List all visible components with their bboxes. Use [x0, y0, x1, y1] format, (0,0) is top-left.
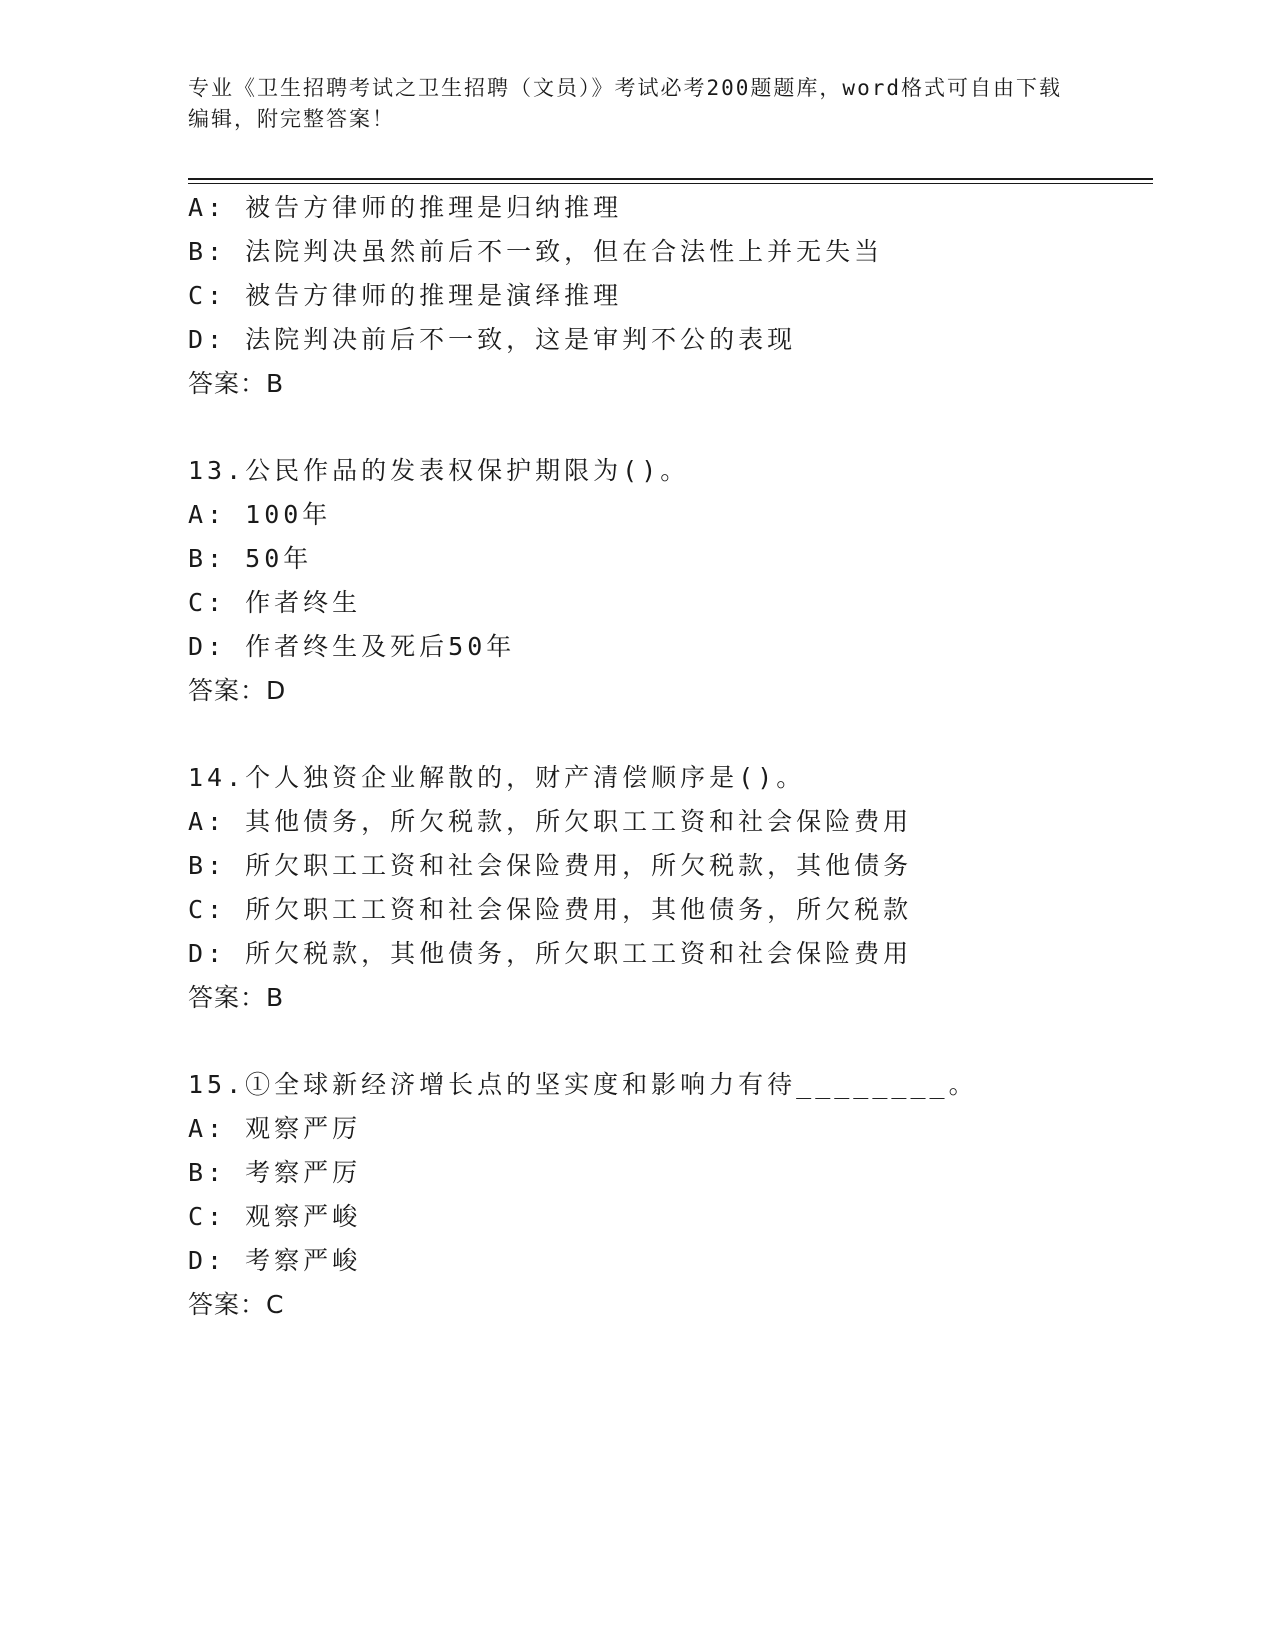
- q14-option-c: C: 所欠职工工资和社会保险费用，其他债务，所欠税款: [188, 895, 913, 924]
- q15-option-c: C: 观察严峻: [188, 1202, 362, 1231]
- q12-option-c: C: 被告方律师的推理是演绎推理: [188, 281, 623, 310]
- q13-option-b: B: 50年: [188, 544, 313, 573]
- q13-option-a: A: 100年: [188, 500, 332, 529]
- q15-option-a: A: 观察严厉: [188, 1114, 362, 1143]
- q14-answer: 答案：B: [188, 983, 285, 1012]
- q13-answer: 答案：D: [188, 676, 287, 705]
- q13-option-d: D: 作者终生及死后50年: [188, 632, 516, 661]
- q12-option-b: B: 法院判决虽然前后不一致，但在合法性上并无失当: [188, 237, 884, 266]
- q13-option-c: C: 作者终生: [188, 588, 362, 617]
- q14-option-a: A: 其他债务，所欠税款，所欠职工工资和社会保险费用: [188, 807, 913, 836]
- q14-option-b: B: 所欠职工工资和社会保险费用，所欠税款，其他债务: [188, 851, 913, 880]
- header-divider-thin: [188, 183, 1153, 184]
- q15-question: 15.①全球新经济增长点的坚实度和影响力有待________。: [188, 1070, 978, 1099]
- document-header: 专业《卫生招聘考试之卫生招聘（文员）》考试必考200题题库，word格式可自由下载编辑，附完整答案！: [188, 76, 1062, 131]
- q14-option-d: D: 所欠税款，其他债务，所欠职工工资和社会保险费用: [188, 939, 913, 968]
- q15-option-b: B: 考察严厉: [188, 1158, 362, 1187]
- q13-question: 13.公民作品的发表权保护期限为()。: [188, 456, 690, 485]
- q15-option-d: D: 考察严峻: [188, 1246, 362, 1275]
- header-divider-thick: [188, 178, 1153, 180]
- q14-question: 14.个人独资企业解散的，财产清偿顺序是()。: [188, 763, 806, 792]
- q12-option-a: A: 被告方律师的推理是归纳推理: [188, 193, 623, 222]
- q12-option-d: D: 法院判决前后不一致，这是审判不公的表现: [188, 325, 797, 354]
- q15-answer: 答案：C: [188, 1290, 285, 1319]
- q12-answer: 答案：B: [188, 369, 285, 398]
